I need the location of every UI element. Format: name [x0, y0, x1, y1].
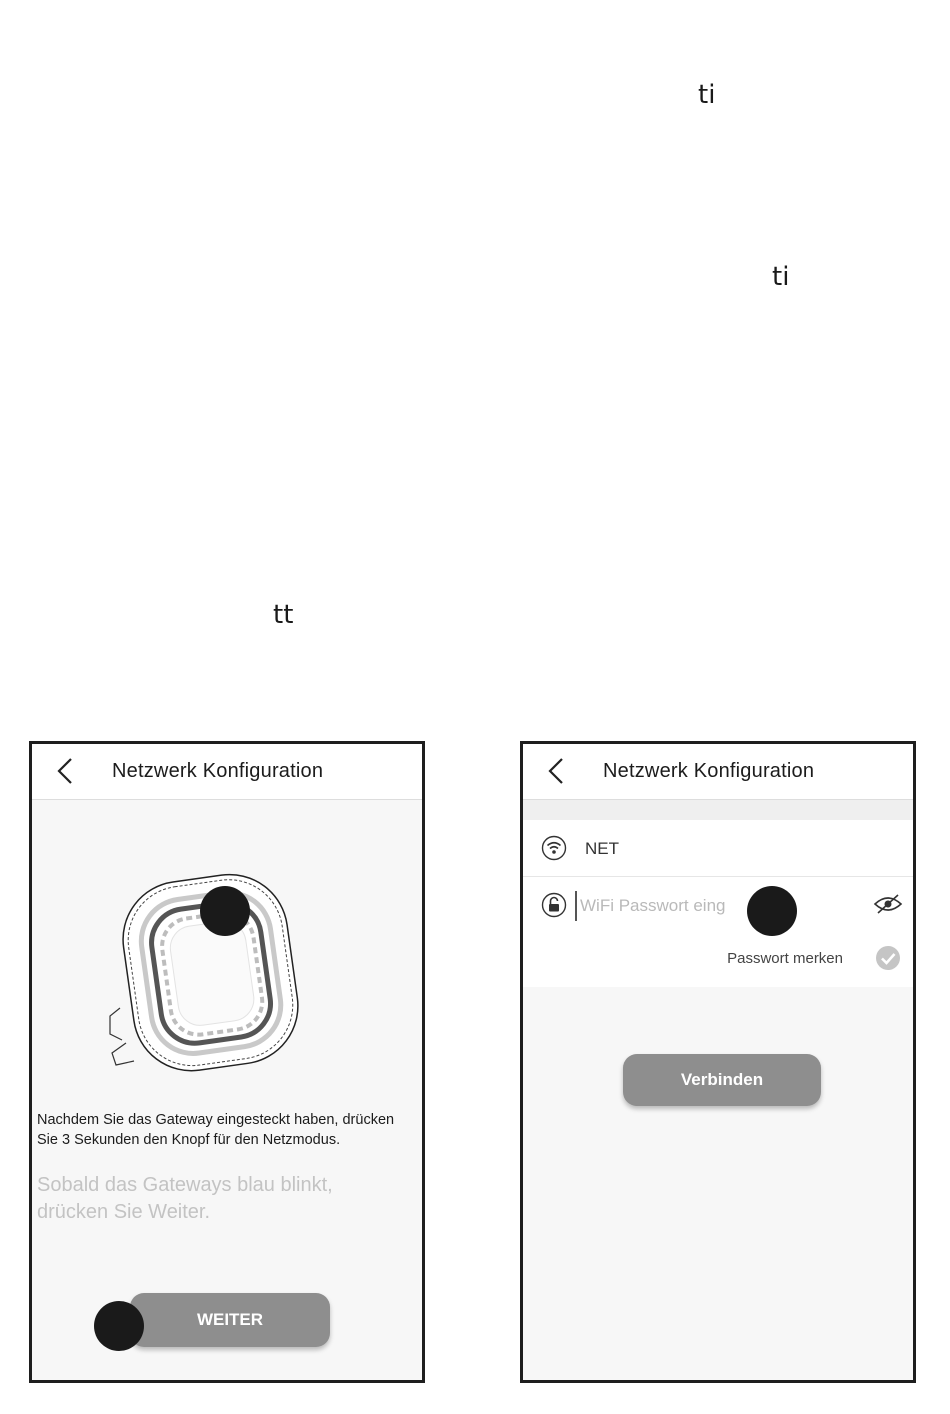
remember-password-label: Passwort merken: [727, 950, 843, 967]
step-marker: [747, 886, 797, 936]
wifi-form: [523, 820, 913, 987]
text-fragment: tt: [273, 600, 294, 630]
weiter-button[interactable]: WEITER: [130, 1293, 330, 1347]
hint-text: Sobald das Gateways blau blinkt, drücken Sie Weiter.: [37, 1174, 333, 1223]
back-arrow-icon[interactable]: [54, 756, 78, 786]
app-header: [32, 744, 422, 800]
text-fragment: ti: [772, 262, 790, 292]
lock-icon: [541, 892, 567, 918]
right-phone-screen: [520, 741, 916, 1383]
ssid-value: NET: [585, 839, 619, 858]
page-title: Netzwerk Konfiguration: [112, 760, 324, 782]
text-fragment: ti: [698, 80, 716, 110]
step-marker: [94, 1301, 144, 1351]
instruction-text: Nachdem Sie das Gateway eingesteckt haben, drücken Sie 3 Sekunden den Knopf für den Netzmodus.: [37, 1112, 395, 1148]
app-header: [523, 744, 913, 800]
page-title: Netzwerk Konfiguration: [603, 760, 815, 782]
ssid-row[interactable]: [523, 820, 913, 877]
back-arrow-icon[interactable]: [545, 756, 569, 786]
hide-password-icon[interactable]: [873, 893, 903, 915]
verbinden-button[interactable]: Verbinden: [623, 1054, 821, 1106]
gateway-device-image: [98, 858, 308, 1088]
password-row: [523, 877, 913, 933]
wifi-icon: [541, 835, 567, 861]
divider-band: [523, 800, 913, 820]
remember-checkbox-icon[interactable]: [875, 945, 901, 971]
step-marker: [200, 886, 250, 936]
left-phone-screen: [29, 741, 425, 1383]
